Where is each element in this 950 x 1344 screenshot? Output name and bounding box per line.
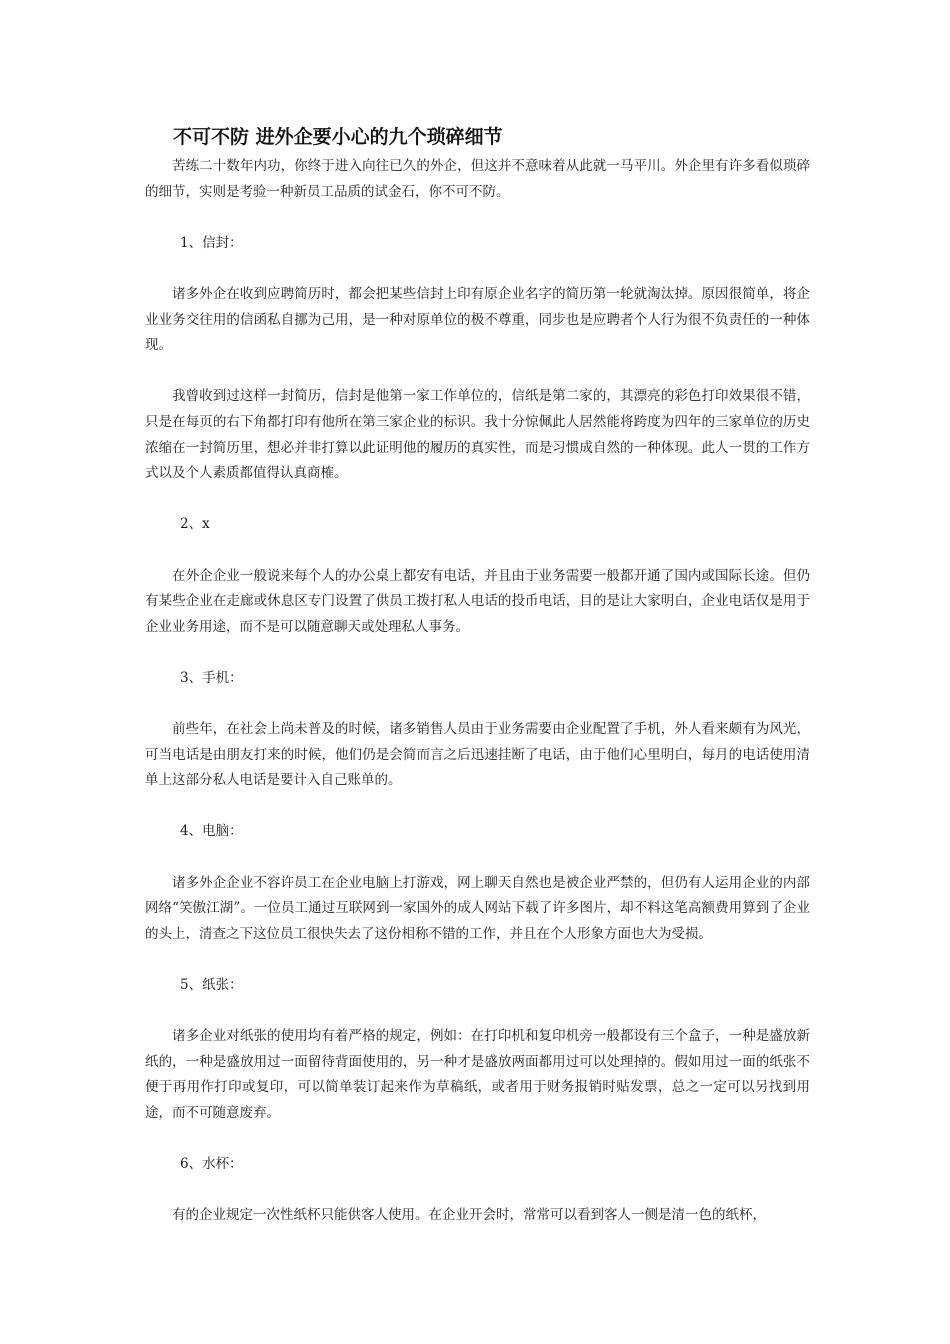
intro-paragraph: 苦练二十数年内功，你终于进入向往已久的外企，但这并不意味着从此就一马平川。外企里有许多看似琐碎的细节，实则是考验一种新员工品质的试金石，你不可不防。: [145, 158, 810, 200]
blank-line: [145, 256, 810, 282]
blank-line: [145, 1178, 810, 1204]
blank-line: [145, 487, 810, 513]
section-heading: 6、水杯：: [180, 1156, 243, 1173]
section-paragraph: 诸多企业对纸张的使用均有着严格的规定，例如：在打印机和复印机旁一般都设有三个盒子，一种是盛放新纸的，一种是盛放用过一面留待背面使用的，另一种才是盛放两面都用过可以处理掉的。假如用过一面的纸张不便于再用作打印或复印，可以简单装订起来作为草稿纸，或者用于财务报销时贴发票，总之一定可以另找到用途，而不可随意废弃。: [145, 1028, 810, 1121]
blank-line: [145, 999, 810, 1025]
blank-line: [145, 205, 810, 231]
sections-container: [145, 205, 810, 1229]
section-heading: 5、纸张：: [180, 977, 243, 993]
document-title: 不可不防 进外企要小心的九个琐碎细节: [173, 126, 503, 148]
document-page: [145, 122, 810, 1229]
section-paragraph: 在外企企业一般说来每个人的办公桌上都安有电话，并且由于业务需要一般都开通了国内或国际长途。但仍有某些企业在走廊或休息区专门设置了供员工拨打私人电话的投币电话，目的是让大家明白，企业电话仅是用于企业业务用途，而不是可以随意聊天或处理私人事务。: [145, 567, 810, 635]
section-heading: 1、信封：: [180, 234, 243, 251]
section-paragraph: 前些年，在社会上尚未普及的时候，诸多销售人员由于业务需要由企业配置了手机，外人看来颇有为风光，可当电话是由朋友打来的时候，他们仍是会简而言之后迅速挂断了电话，由于他们心里明白，每月的电话使用清单上这部分私人电话是要计入自己账单的。: [145, 721, 810, 789]
blank-line: [145, 1127, 810, 1153]
blank-line: [145, 640, 810, 666]
section-paragraph: 有的企业规定一次性纸杯只能供客人使用。在企业开会时，常常可以看到客人一侧是清一色的纸杯，: [172, 1207, 766, 1224]
section-heading: 4、电脑：: [180, 823, 243, 840]
section-heading: 2、x: [180, 516, 210, 533]
blank-line: [145, 691, 810, 717]
section-paragraph: 诸多外企在收到应聘简历时，都会把某些信封上印有原企业名字的简历第一轮就淘汰掉。原因很简单，将企业业务交往用的信函私自挪为己用，是一种对原单位的极不尊重，同步也是应聘者个人行为很不负责任的一种体现。: [145, 285, 810, 354]
blank-line: [145, 794, 810, 820]
section-paragraph: 诸多外企企业不容许员工在企业电脑上打游戏，网上聊天自然也是被企业严禁的，但仍有人运用企业的内部网络“笑傲江湖”。一位员工通过互联网到一家国外的成人网站下载了许多图片，却不料这笔高额费用算到了企业的头上，清查之下这位员工很快失去了这份相称不错的工作，并且在个人形象方面也大为受损。: [145, 874, 810, 942]
blank-line: [145, 538, 810, 564]
blank-line: [145, 359, 810, 385]
section-paragraph: 我曾收到过这样一封简历，信封是他第一家工作单位的，信纸是第二家的，其漂亮的彩色打印效果很不错，只是在每页的右下角都打印有他所在第三家企业的标识。我十分惊佩此人居然能将跨度为四年的三家单位的历史浓缩在一封简历里，想必并非打算以此证明他的履历的真实性，而是习惯成自然的一种体现。此人一贯的工作方式以及个人素质都值得认真商榷。: [145, 388, 810, 482]
blank-line: [145, 947, 810, 973]
section-heading: 3、手机：: [180, 669, 243, 686]
blank-line: [145, 845, 810, 871]
